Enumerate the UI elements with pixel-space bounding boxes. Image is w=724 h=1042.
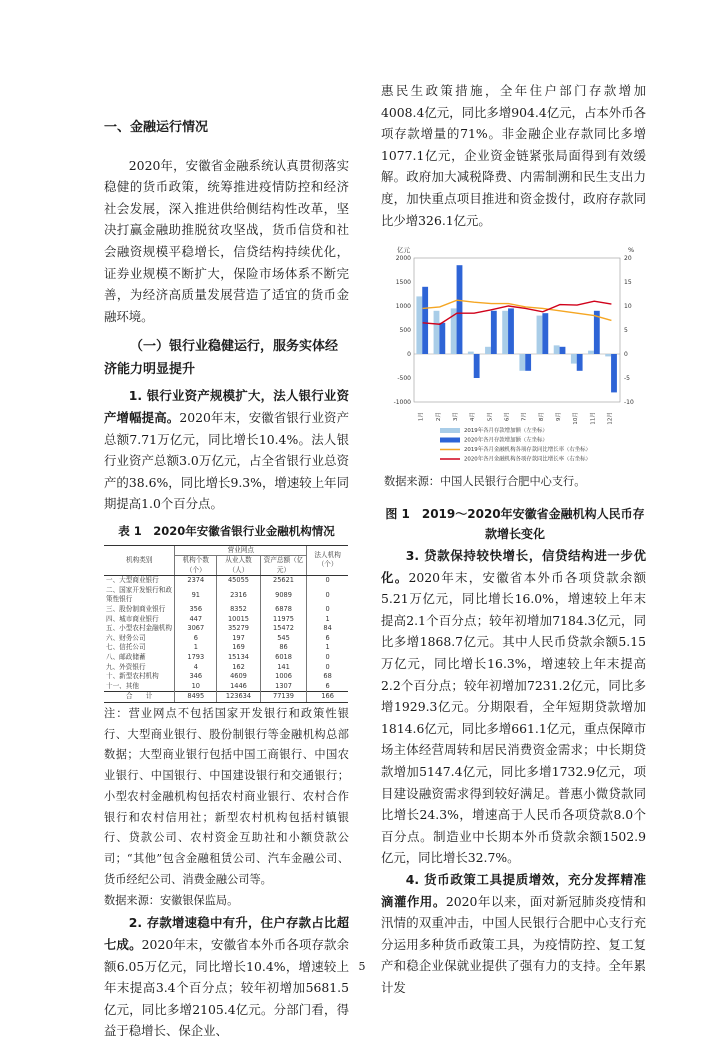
right-tick-label: 15	[624, 279, 632, 286]
table-cell-name: 六、财务公司	[106, 633, 146, 642]
chart-bar	[457, 265, 463, 354]
paragraph-1-heading: 1. 银行业资产规模扩大，法人银行业资产增幅提高。	[104, 388, 349, 425]
chart-source: 数据来源：中国人民银行合肥中心支行。	[384, 475, 586, 488]
col-institution: 机构类别	[104, 545, 175, 576]
table-cell-legal: 0	[307, 663, 348, 673]
table-cell-name: 三、股份制商业银行	[106, 605, 166, 614]
x-tick-label: 10月	[573, 412, 580, 425]
table-total-row	[104, 692, 348, 703]
table-cell-name: 十一、其他	[106, 681, 139, 690]
table-total-staff: 123634	[217, 692, 261, 703]
table-cell-count: 1793	[175, 653, 217, 663]
paragraph-2-text: 2020年末，安徽省本外币各项存款余额6.05万亿元，同比增长10.4%，增速较上年末提高3.4个百分点；较年初增加5681.5亿元，同比多增2105.4亿元。分部门看，得益于稳增长、保企业、	[104, 936, 349, 1039]
legend-label: 2020年各月金融机构各项存款同比增长率（右坐标）	[464, 456, 591, 463]
table-cell-staff: 45055	[217, 576, 261, 586]
figure-caption: 图 1 2019～2020年安徽省金融机构人民币存款增长变化	[385, 507, 645, 541]
paragraph-3-heading: 3. 贷款保持较快增长，信贷结构进一步优化。	[381, 548, 646, 585]
table-cell-assets: 15472	[260, 624, 306, 634]
chart-bar	[422, 287, 428, 354]
institutions-table	[104, 545, 348, 704]
legend-swatch	[440, 438, 460, 443]
table-cell-assets: 545	[260, 634, 306, 644]
table-row	[104, 643, 348, 653]
table-cell-assets: 1307	[260, 682, 306, 692]
table-cell-name: 七、信托公司	[106, 643, 146, 652]
x-tick-label: 9月	[555, 412, 562, 422]
table-row	[104, 682, 348, 692]
col-count: 机构个数（个）	[175, 556, 217, 576]
left-tick-label: 0	[407, 351, 411, 358]
left-tick-label: -500	[397, 375, 411, 382]
table-cell-staff: 162	[217, 663, 261, 673]
table-row	[104, 586, 348, 605]
paragraph-1-text: 2020年末，安徽省银行业资产总额7.71万亿元，同比增长10.4%。法人银行业资产总额3.0万亿元，占全省银行业总资产的38.6%，同比增长9.3%，增速较上年同期提高1.0个百分点。	[104, 409, 349, 512]
table-row	[104, 663, 348, 673]
chart-bar	[468, 352, 474, 354]
chart-bar	[519, 354, 525, 371]
x-tick-label: 2月	[435, 412, 442, 422]
table-cell-assets: 1006	[260, 672, 306, 682]
left-tick-label: -1000	[393, 399, 411, 406]
table-row	[104, 653, 348, 663]
chart-bar	[474, 354, 480, 378]
table-row	[104, 624, 348, 634]
chart-bar	[605, 354, 611, 356]
left-tick-label: 1500	[395, 279, 411, 286]
right-tick-label: 0	[624, 351, 628, 358]
chart-bar	[588, 351, 594, 354]
table-caption: 表 1 2020年安徽省银行业金融机构情况	[118, 523, 335, 538]
col-assets: 资产总额（亿元）	[260, 556, 306, 576]
legend-label: 2020年各月存款增加额（左坐标）	[464, 437, 548, 444]
table-cell-staff: 10015	[217, 615, 261, 625]
right-tick-label: -10	[624, 399, 634, 406]
table-cell-count: 91	[175, 586, 217, 605]
paragraph-3	[381, 545, 646, 869]
table-cell-legal: 6	[307, 682, 348, 692]
table-row	[104, 634, 348, 644]
left-axis-label: 亿元	[397, 246, 410, 254]
paragraph-2	[104, 912, 349, 1042]
right-column-top	[381, 80, 646, 231]
chart-bar	[560, 347, 566, 354]
table-cell-count: 356	[175, 605, 217, 615]
right-tick-label: 20	[624, 255, 632, 262]
table-cell-legal: 0	[307, 605, 348, 615]
table-cell-name: 五、小型农村金融机构	[106, 624, 172, 633]
table-source: 数据来源：安徽银保监局。	[104, 894, 239, 908]
chart-bar	[554, 345, 560, 354]
table-cell-name: 四、城市商业银行	[106, 614, 159, 623]
chart-bar	[434, 311, 440, 354]
table-cell-name: 九、外资银行	[106, 662, 146, 671]
table-cell-legal: 1	[307, 615, 348, 625]
table-cell-staff: 35279	[217, 624, 261, 634]
intro-paragraph: 2020年，安徽省金融系统认真贯彻落实稳健的货币政策，统筹推进疫情防控和经济社会发展，深入推进供给侧结构性改革，坚决打赢金融助推脱贫攻坚战，货币信贷和社会融资规模平稳增长，信贷结构持续优化，证券业规模不断扩大，保险市场体系不断完善，为经济高质量发展营造了适宜的货币金融环境。	[104, 157, 349, 324]
table-cell-count: 1	[175, 643, 217, 653]
right-column-bottom	[381, 545, 646, 998]
x-tick-label: 4月	[470, 412, 477, 422]
paragraph-4-text: 2020年以来，面对新冠肺炎疫情和汛情的双重冲击，中国人民银行合肥中心支行充分运用多种货币政策工具，为疫情防控、复工复产和稳企业保就业提供了强有力的支持。全年累计发	[381, 893, 646, 995]
right-tick-label: 10	[624, 303, 632, 310]
x-tick-label: 12月	[607, 412, 614, 425]
table-cell-staff: 169	[217, 643, 261, 653]
legend-label: 2019年各月金融机构各项存款同比增长率（右坐标）	[464, 447, 591, 453]
table-cell-name: 十、新型农村机构	[106, 672, 159, 681]
table-cell-legal: 0	[307, 576, 348, 586]
table-cell-assets: 141	[260, 663, 306, 673]
table-cell-assets: 9089	[260, 586, 306, 605]
table-cell-staff: 4609	[217, 672, 261, 682]
legend-swatch	[440, 428, 460, 433]
table-total-legal: 166	[307, 692, 348, 703]
table-cell-staff: 2316	[217, 586, 261, 605]
table-cell-name: 八、邮政储蓄	[106, 653, 146, 662]
paragraph-2-continued: 惠民生政策措施，全年住户部门存款增加4008.4亿元，同比多增904.4亿元，占本外币各项存款增量的71%。非金融企业存款同比多增1077.1亿元，企业资金链紧张局面得到有效缓解。政府加大减税降费、内需制溯和民生支出力度，加快重点项目推进和资金拨付，政府存款同比少增326.1亿元。	[381, 83, 646, 228]
chart-bar	[542, 313, 548, 354]
paragraph-4-heading: 4. 货币政策工具提质增效，充分发挥精准滴灌作用。	[381, 871, 646, 909]
x-tick-label: 1月	[418, 412, 425, 422]
table-total-assets: 77139	[260, 692, 306, 703]
right-tick-label: -5	[624, 375, 630, 382]
left-tick-label: 500	[399, 327, 411, 334]
x-tick-label: 3月	[452, 412, 459, 422]
chart-bar	[416, 296, 422, 354]
table-cell-assets: 6018	[260, 653, 306, 663]
table-cell-count: 10	[175, 682, 217, 692]
table-cell-count: 4	[175, 663, 217, 673]
table-row	[104, 615, 348, 625]
table-cell-count: 2374	[175, 576, 217, 586]
x-tick-label: 8月	[538, 412, 545, 422]
table-cell-legal: 1	[307, 643, 348, 653]
table-cell-staff: 197	[217, 634, 261, 644]
table-cell-assets: 6878	[260, 605, 306, 615]
table-cell-assets: 25621	[260, 576, 306, 586]
table-cell-count: 346	[175, 672, 217, 682]
chart-bar	[502, 311, 508, 354]
table-cell-assets: 11975	[260, 615, 306, 625]
table-cell-count: 447	[175, 615, 217, 625]
chart-bar	[439, 323, 445, 354]
col-staff: 从业人数（人）	[217, 556, 261, 576]
section-title: 一、金融运行情况	[104, 120, 209, 135]
table-cell-legal: 0	[307, 586, 348, 605]
page-number: 5	[358, 960, 366, 973]
paragraph-2-heading: 2. 存款增速稳中有升，住户存款占比超七成。	[104, 915, 349, 952]
x-tick-label: 11月	[590, 412, 597, 425]
chart-bar	[525, 354, 531, 371]
table-total-name: 合 计	[104, 692, 175, 703]
table-cell-assets: 86	[260, 643, 306, 653]
right-axis-label: %	[628, 246, 635, 254]
x-tick-label: 7月	[521, 412, 528, 422]
table-cell-name: 一、大型商业银行	[106, 576, 159, 585]
x-tick-label: 6月	[504, 412, 511, 422]
left-column	[104, 80, 349, 1042]
col-legal: 法人机构（个）	[307, 545, 348, 576]
table-cell-staff: 15134	[217, 653, 261, 663]
table-cell-legal: 84	[307, 624, 348, 634]
table-total-count: 8495	[175, 692, 217, 703]
paragraph-1	[104, 385, 349, 515]
table-row	[104, 672, 348, 682]
table-row	[104, 605, 348, 615]
chart-bar	[611, 354, 617, 392]
table-cell-legal: 6	[307, 634, 348, 644]
chart-bar	[485, 347, 491, 354]
col-group: 营业网点	[175, 545, 307, 556]
table-row	[104, 576, 348, 586]
left-tick-label: 2000	[395, 255, 411, 262]
subsection-title: （一）银行业稳健运行，服务实体经济能力明显提升	[104, 339, 339, 378]
chart-bar	[577, 354, 583, 371]
table-cell-count: 3067	[175, 624, 217, 634]
deposit-growth-chart	[384, 242, 646, 474]
left-tick-label: 1000	[395, 303, 411, 310]
right-tick-label: 5	[624, 327, 628, 334]
table-cell-staff: 1446	[217, 682, 261, 692]
chart-bar	[491, 311, 497, 354]
table-cell-legal: 68	[307, 672, 348, 682]
legend-label: 2019年各月存款增加额（左坐标）	[464, 428, 548, 434]
table-cell-staff: 8352	[217, 605, 261, 615]
chart-bar	[571, 354, 577, 364]
chart-bar	[508, 308, 514, 354]
table-cell-name: 二、国家开发银行和政策性银行	[106, 585, 172, 604]
table-cell-legal: 0	[307, 653, 348, 663]
chart-bar	[537, 316, 543, 354]
table-note: 注：营业网点不包括国家开发银行和政策性银行、大型商业银行、股份制银行等金融机构总部数据；大型商业银行包括中国工商银行、中国农业银行、中国银行、中国建设银行和交通银行；小型农村金融机构包括农村商业银行、农村合作银行和农村信用社；新型农村机构包括村镇银行、贷款公司、农村资金互助社和小额贷款公司；“其他”包含金融租赁公司、汽车金融公司、货币经纪公司、消费金融公司等。	[104, 707, 349, 886]
x-tick-label: 5月	[487, 412, 494, 422]
table-cell-count: 6	[175, 634, 217, 644]
paragraph-3-text: 2020年末，安徽省本外币各项贷款余额5.21万亿元，同比增长16.0%，增速较上年末提高2.1个百分点；较年初增加7184.3亿元，同比多增1868.7亿元。其中人民币贷款余额5.15万亿元，同比增长16.3%，增速较上年末提高2.2个百分点；较年初增加7231.2亿元，同比多增1929.3亿元。分期限看，全年短期贷款增加1814.6亿元，同比多增661.1亿元，重点保障市场主体经营周转和居民消费资金需求；中长期贷款增加5147.4亿元，同比多增1732.9亿元，项目建设融资需求得到较好满足。普惠小微贷款同比增长24.3%，增速高于人民币各项贷款8.0个百分点。制造业中长期本外币贷款余额1502.9亿元，同比增长32.7%。	[381, 569, 646, 866]
paragraph-4	[381, 869, 646, 999]
